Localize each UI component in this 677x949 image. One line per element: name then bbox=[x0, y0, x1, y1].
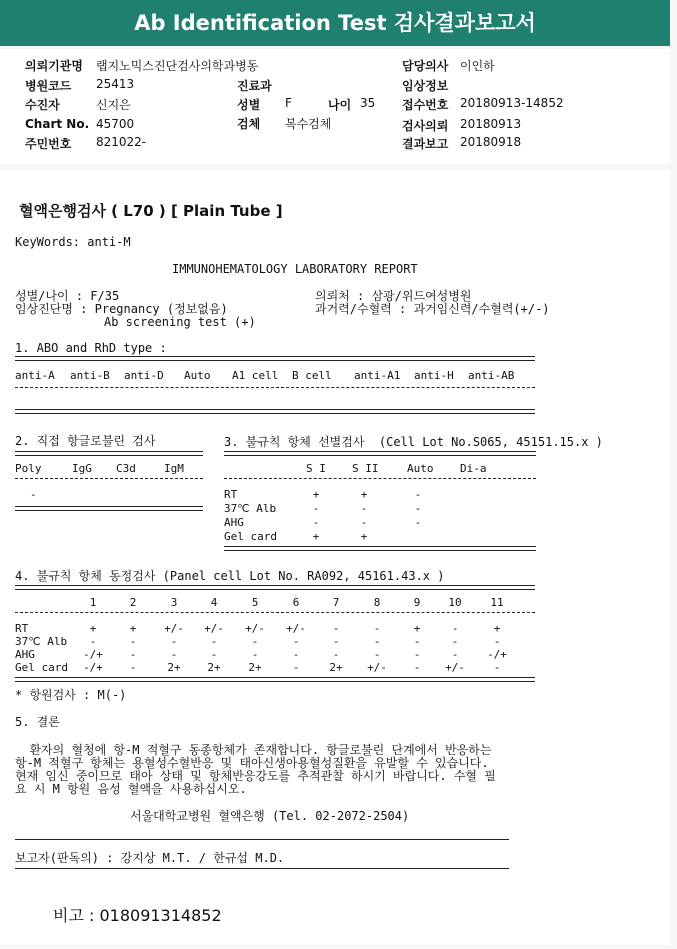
patient-label: 수진자 bbox=[25, 98, 60, 112]
dat-section-title: 2. 직접 항글로불린 검사 bbox=[15, 434, 156, 448]
panel-cell: - bbox=[493, 635, 501, 648]
lab-report-title: IMMUNOHEMATOLOGY LABORATORY REPORT bbox=[172, 262, 418, 276]
report-section-title: 혈액은행검사 ( L70 ) [ Plain Tube ] bbox=[19, 202, 283, 220]
panel-cell: - bbox=[413, 648, 421, 661]
dat-value: - bbox=[30, 488, 37, 501]
patient-value: 신지은 bbox=[96, 98, 131, 112]
screening-cell: - bbox=[414, 488, 422, 501]
panel-cell: -/+ bbox=[487, 648, 507, 661]
panel-cell: - bbox=[292, 635, 300, 648]
panel-cell: - bbox=[89, 635, 97, 648]
divider bbox=[15, 839, 509, 840]
sex-age: 성별/나이 : F/35 bbox=[15, 289, 120, 303]
divider bbox=[15, 612, 535, 613]
screening-row-label: 37℃ Alb bbox=[224, 502, 277, 515]
doctor-value: 이인하 bbox=[460, 59, 495, 73]
screening-row-label: Gel card bbox=[224, 530, 277, 543]
divider bbox=[15, 409, 535, 414]
panel-cell: +/- bbox=[445, 661, 465, 674]
conclusion-line: 요 시 M 항원 음성 혈액을 사용하십시오. bbox=[15, 782, 247, 796]
panel-cell: - bbox=[451, 622, 459, 635]
dat-header-igm: IgM bbox=[164, 462, 184, 475]
reporter: 보고자(판독의) : 강지상 M.T. / 한규섭 M.D. bbox=[15, 851, 285, 865]
institution-value: 랩지노믹스진단검사의학과병동 bbox=[96, 59, 259, 73]
dat-header-poly: Poly bbox=[15, 462, 42, 475]
panel-cell: -/+ bbox=[83, 661, 103, 674]
conclusion-line: 현재 임신 중이므로 태아 상태 및 항체반응강도를 추적관찰 하시기 바랍니다. 수혈 필 bbox=[15, 769, 496, 783]
panel-cell: - bbox=[413, 635, 421, 648]
specimen-value: 복수검체 bbox=[285, 117, 332, 131]
abo-header-a1-cell: A1 cell bbox=[232, 369, 279, 382]
request-date-label: 검사의뢰 bbox=[402, 119, 449, 133]
screening-header-auto: Auto bbox=[407, 462, 434, 475]
age-label: 나이 bbox=[328, 98, 352, 112]
report-date-value: 20180918 bbox=[460, 135, 522, 149]
panel-cell-number: 4 bbox=[210, 596, 218, 609]
panel-cell: +/- bbox=[245, 622, 265, 635]
panel-cell: - bbox=[292, 661, 300, 674]
age-value: 35 bbox=[360, 96, 376, 110]
panel-row-label: AHG bbox=[15, 648, 35, 661]
report-body bbox=[0, 170, 670, 945]
panel-cell: - bbox=[210, 635, 218, 648]
abo-header-b-cell: B cell bbox=[292, 369, 332, 382]
conclusion-line: 환자의 혈청에 항-M 적혈구 동종항체가 존재합니다. 항글로불린 단계에서 반응하는 bbox=[15, 743, 492, 757]
panel-cell: - bbox=[170, 635, 178, 648]
id-no-value: 821022- bbox=[96, 135, 147, 149]
panel-cell: - bbox=[451, 635, 459, 648]
screening-section-title: 3. 불규칙 항체 선별검사 (Cell Lot No.S065, 45151.15.x ) bbox=[224, 435, 603, 449]
screening-cell: - bbox=[360, 516, 368, 529]
divider bbox=[224, 546, 536, 551]
referral: 의뢰처 : 삼광/위드여성병원 bbox=[315, 289, 472, 303]
panel-cell: + bbox=[89, 622, 97, 635]
panel-cell: +/- bbox=[164, 622, 184, 635]
screening-cell: - bbox=[414, 502, 422, 515]
panel-cell: - bbox=[170, 648, 178, 661]
divider bbox=[15, 387, 535, 388]
memo: 비고 : 018091314852 bbox=[53, 906, 222, 925]
keywords: KeyWords: anti-M bbox=[15, 235, 131, 249]
antigen-test: * 항원검사 : M(-) bbox=[15, 688, 127, 702]
panel-cell: - bbox=[332, 622, 340, 635]
panel-cell-number: 6 bbox=[292, 596, 300, 609]
panel-cell: - bbox=[373, 648, 381, 661]
panel-cell: - bbox=[129, 661, 137, 674]
panel-cell: - bbox=[292, 648, 300, 661]
panel-cell: - bbox=[210, 648, 218, 661]
panel-cell-number: 7 bbox=[332, 596, 340, 609]
sex-value: F bbox=[285, 96, 292, 110]
request-date-value: 20180913 bbox=[460, 117, 522, 131]
panel-cell: 2+ bbox=[167, 661, 181, 674]
panel-cell: - bbox=[373, 635, 381, 648]
panel-cell: 2+ bbox=[207, 661, 221, 674]
divider bbox=[15, 451, 203, 456]
dat-header-c3d: C3d bbox=[116, 462, 136, 475]
divider bbox=[15, 677, 535, 682]
abo-header-anti-h: anti-H bbox=[414, 369, 454, 382]
divider bbox=[224, 451, 536, 456]
hospital-code-value: 25413 bbox=[96, 77, 135, 91]
screening-header-s2: S II bbox=[352, 462, 379, 475]
hospital-code-label: 병원코드 bbox=[25, 79, 72, 93]
screening-cell: + bbox=[360, 488, 368, 501]
panel-cell-number: 9 bbox=[413, 596, 421, 609]
blood-bank-info: 서울대학교병원 혈액은행 (Tel. 02-2072-2504) bbox=[130, 809, 410, 823]
panel-cell: - bbox=[413, 661, 421, 674]
screening-row-label: AHG bbox=[224, 516, 244, 529]
screening-cell: + bbox=[360, 530, 368, 543]
receipt-no-value: 20180913-14852 bbox=[460, 96, 564, 110]
panel-cell: - bbox=[332, 648, 340, 661]
panel-cell: - bbox=[373, 622, 381, 635]
abo-header-anti-ab: anti-AB bbox=[468, 369, 515, 382]
divider bbox=[15, 356, 535, 361]
panel-cell: +/- bbox=[204, 622, 224, 635]
panel-cell: -/+ bbox=[83, 648, 103, 661]
clinical-info-label: 임상정보 bbox=[402, 79, 449, 93]
panel-cell-number: 3 bbox=[170, 596, 178, 609]
panel-cell-number: 10 bbox=[448, 596, 462, 609]
chart-no-label: Chart No. bbox=[25, 117, 90, 131]
panel-cell: 2+ bbox=[329, 661, 343, 674]
panel-cell: - bbox=[129, 648, 137, 661]
panel-cell: + bbox=[493, 622, 501, 635]
screening-cell: + bbox=[312, 488, 320, 501]
screening-cell: - bbox=[312, 516, 320, 529]
divider bbox=[15, 585, 535, 590]
header-info bbox=[0, 49, 670, 164]
panel-row-label: RT bbox=[15, 622, 29, 635]
abo-header-anti-d: anti-D bbox=[124, 369, 164, 382]
panel-cell: - bbox=[251, 635, 259, 648]
report-title: Ab Identification Test 검사결과보고서 bbox=[0, 0, 670, 46]
report-date-label: 결과보고 bbox=[402, 137, 449, 151]
divider bbox=[15, 506, 203, 511]
screening-cell: + bbox=[312, 530, 320, 543]
chart-no-value: 45700 bbox=[96, 117, 135, 131]
abo-header-auto: Auto bbox=[184, 369, 211, 382]
panel-cell: - bbox=[251, 648, 259, 661]
receipt-no-label: 접수번호 bbox=[402, 98, 449, 112]
screening-cell: - bbox=[360, 502, 368, 515]
panel-cell: - bbox=[129, 635, 137, 648]
panel-cell: + bbox=[413, 622, 421, 635]
panel-cell: + bbox=[129, 622, 137, 635]
panel-cell: - bbox=[493, 661, 501, 674]
panel-cell-number: 8 bbox=[373, 596, 381, 609]
dat-header-igg: IgG bbox=[72, 462, 92, 475]
screening-cell: - bbox=[414, 516, 422, 529]
panel-cell-number: 5 bbox=[251, 596, 259, 609]
panel-cell: - bbox=[332, 635, 340, 648]
diagnosis-extra: Ab screening test (+) bbox=[104, 315, 256, 329]
conclusion-line: 항-M 적혈구 항체는 용혈성수혈반응 및 태아신생아용혈성질환을 유발할 수 있습니다. bbox=[15, 756, 489, 770]
panel-cell: +/- bbox=[367, 661, 387, 674]
panel-cell-number: 2 bbox=[129, 596, 137, 609]
abo-section-title: 1. ABO and RhD type : bbox=[15, 341, 167, 355]
panel-cell-number: 1 bbox=[89, 596, 97, 609]
doctor-label: 담당의사 bbox=[402, 59, 449, 73]
department-label: 진료과 bbox=[237, 79, 272, 93]
history: 과거력/수혈력 : 과거임신력/수혈력(+/-) bbox=[315, 302, 550, 316]
abo-header-anti-a: anti-A bbox=[15, 369, 55, 382]
panel-row-label: Gel card bbox=[15, 661, 68, 674]
abo-header-anti-a1: anti-A1 bbox=[354, 369, 401, 382]
panel-section-title: 4. 불규칙 항체 동정검사 (Panel cell Lot No. RA092, 45161.43.x ) bbox=[15, 569, 445, 583]
panel-row-label: 37℃ Alb bbox=[15, 635, 68, 648]
conclusion-title: 5. 결론 bbox=[15, 715, 60, 729]
abo-header-anti-b: anti-B bbox=[70, 369, 110, 382]
diagnosis: 임상진단명 : Pregnancy (정보없음) bbox=[15, 302, 228, 316]
panel-cell: - bbox=[451, 648, 459, 661]
panel-cell: 2+ bbox=[248, 661, 262, 674]
panel-cell-number: 11 bbox=[490, 596, 504, 609]
panel-cell: +/- bbox=[286, 622, 306, 635]
screening-header-s1: S I bbox=[306, 462, 326, 475]
divider bbox=[224, 478, 536, 479]
specimen-label: 검체 bbox=[237, 117, 261, 131]
screening-cell: - bbox=[312, 502, 320, 515]
screening-header-dia: Di-a bbox=[460, 462, 487, 475]
screening-row-label: RT bbox=[224, 488, 238, 501]
sex-label: 성별 bbox=[237, 98, 261, 112]
id-no-label: 주민번호 bbox=[25, 137, 72, 151]
divider bbox=[15, 868, 509, 869]
divider bbox=[15, 478, 203, 479]
institution-label: 의뢰기관명 bbox=[25, 59, 83, 73]
